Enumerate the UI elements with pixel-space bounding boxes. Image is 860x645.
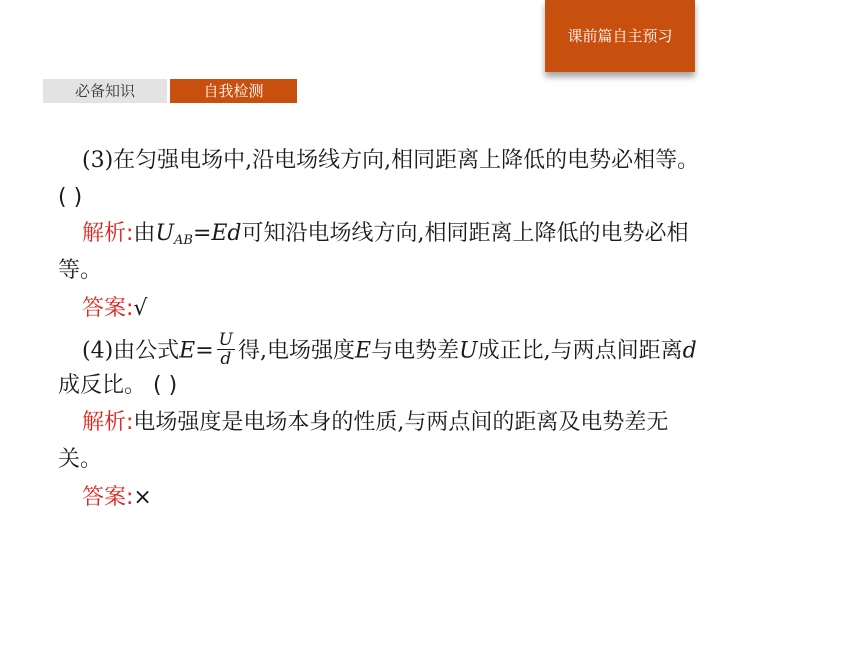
tab-self-check[interactable]: 自我检测 <box>170 79 297 103</box>
tab-bar <box>43 79 297 103</box>
q4-analysis-text: 电场强度是电场本身的性质,与两点间的距离及电势差无 <box>133 410 669 435</box>
q4-stem-line2 <box>58 371 177 401</box>
q4-frac-num: U <box>218 330 233 350</box>
q3-analysis-label: 解析: <box>82 221 134 246</box>
q4-analysis-label: 解析: <box>82 410 134 435</box>
q4-line2-text: 成反比。 <box>58 373 147 398</box>
q4-stem-mid1: 得,电场强度 <box>238 338 355 364</box>
q4-frac-den: d <box>220 349 232 369</box>
q4-answer-label: 答案: <box>82 485 134 510</box>
q3-answer-label: 答案: <box>82 296 134 321</box>
cross-mark-icon: × <box>133 485 152 510</box>
q4-analysis <box>82 408 668 438</box>
q3-answer-parens <box>58 183 82 213</box>
q3-answer <box>82 294 147 324</box>
q3-formula-u: U <box>155 221 174 246</box>
q4-eq: = <box>195 338 214 364</box>
q4-analysis-line2: 关。 <box>58 447 103 472</box>
check-mark-icon: √ <box>133 296 148 321</box>
q4-var-e: E <box>179 338 196 364</box>
q3-analysis-pre: 由 <box>133 221 156 246</box>
q4-var-e2: E <box>355 338 372 364</box>
q4-var-u2: U <box>459 338 478 364</box>
q3-formula-eq: = <box>192 221 212 246</box>
section-tab-preview[interactable]: 课前篇自主预习 <box>545 0 695 72</box>
q3-formula-ed: Ed <box>211 221 242 246</box>
q4-var-d2: d <box>682 338 697 364</box>
q4-parens: ( ) <box>153 373 178 398</box>
q3-analysis <box>82 219 689 249</box>
q4-answer <box>82 483 152 513</box>
q3-parens: ( ) <box>58 185 83 210</box>
q4-stem <box>82 330 697 370</box>
q3-formula-sub: AB <box>173 233 193 248</box>
q4-stem-pre: (4)由公式 <box>82 338 180 364</box>
q3-analysis-post: 可知沿电场线方向,相同距离上降低的电势必相 <box>241 221 689 246</box>
q3-stem: (3)在匀强电场中,沿电场线方向,相同距离上降低的电势必相等。 <box>82 148 700 173</box>
q4-fraction <box>217 331 235 368</box>
tab-essential-knowledge[interactable]: 必备知识 <box>43 79 167 103</box>
q4-stem-mid3: 成正比,与两点间距离 <box>477 338 683 364</box>
q3-analysis-line2: 等。 <box>58 258 103 283</box>
q4-stem-mid2: 与电势差 <box>371 338 460 364</box>
